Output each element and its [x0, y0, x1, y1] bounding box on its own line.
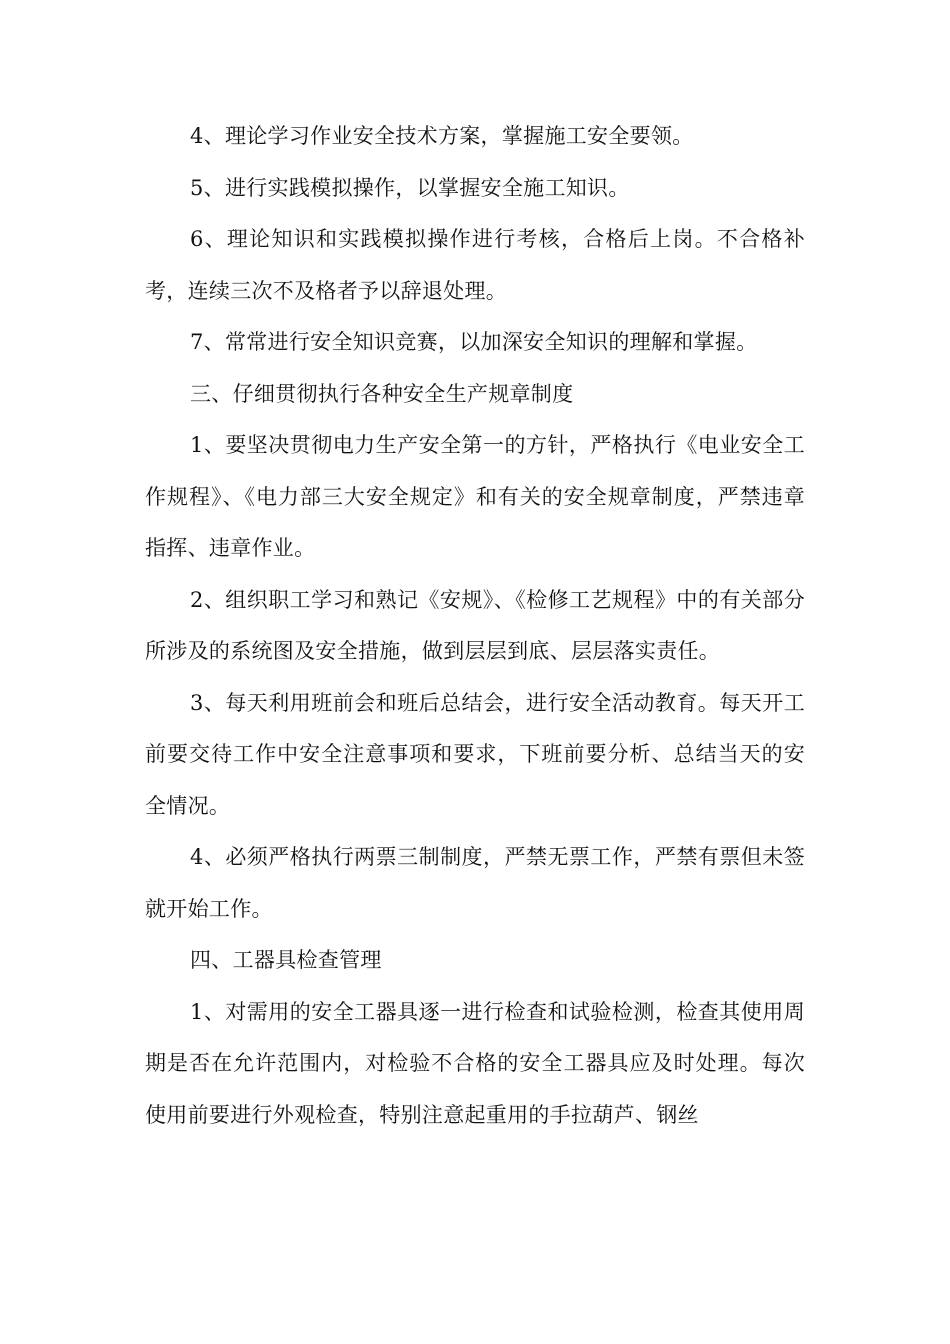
section-heading-3: 三、仔细贯彻执行各种安全生产规章制度 — [190, 381, 574, 406]
paragraph-rules-3: 3、每天利用班前会和班后总结会，进行安全活动教育。每天开工前要交待工作中安全注意事项和要求，下班前要分析、总结当天的安全情况。 — [145, 690, 805, 818]
paragraph-item-4-theory: 4、理论学习作业安全技术方案，掌握施工安全要领。 — [190, 124, 694, 148]
paragraph-item-7-competition: 7、常常进行安全知识竞赛，以加深安全知识的理解和掌握。 — [190, 330, 758, 354]
paragraph-item-5-practice: 5、进行实践模拟操作，以掌握安全施工知识。 — [190, 175, 630, 200]
paragraph-rules-1: 1、要坚决贯彻电力生产安全第一的方针，严格执行《电业安全工作规程》、《电力部三大安全规定》和有关的安全规章制度，严禁违章指挥、违章作业。 — [145, 433, 805, 560]
document-body — [145, 111, 805, 1141]
section-heading-4: 四、工器具检查管理 — [190, 948, 382, 972]
paragraph-tools-1: 1、对需用的安全工器具逐一进行检查和试验检测，检查其使用周期是否在允许范围内，对检验不合格的安全工器具应及时处理。每次使用前要进行外观检查，特别注意起重用的手拉葫芦、钢丝 — [145, 999, 805, 1127]
paragraph-rules-2: 2、组织职工学习和熟记《安规》、《检修工艺规程》中的有关部分所涉及的系统图及安全措施，做到层层到底、层层落实责任。 — [145, 587, 805, 663]
paragraph-item-6-assessment: 6、理论知识和实践模拟操作进行考核，合格后上岗。不合格补考，连续三次不及格者予以辞退处理。 — [145, 227, 805, 303]
paragraph-rules-4: 4、必须严格执行两票三制制度，严禁无票工作，严禁有票但未签就开始工作。 — [145, 845, 805, 921]
